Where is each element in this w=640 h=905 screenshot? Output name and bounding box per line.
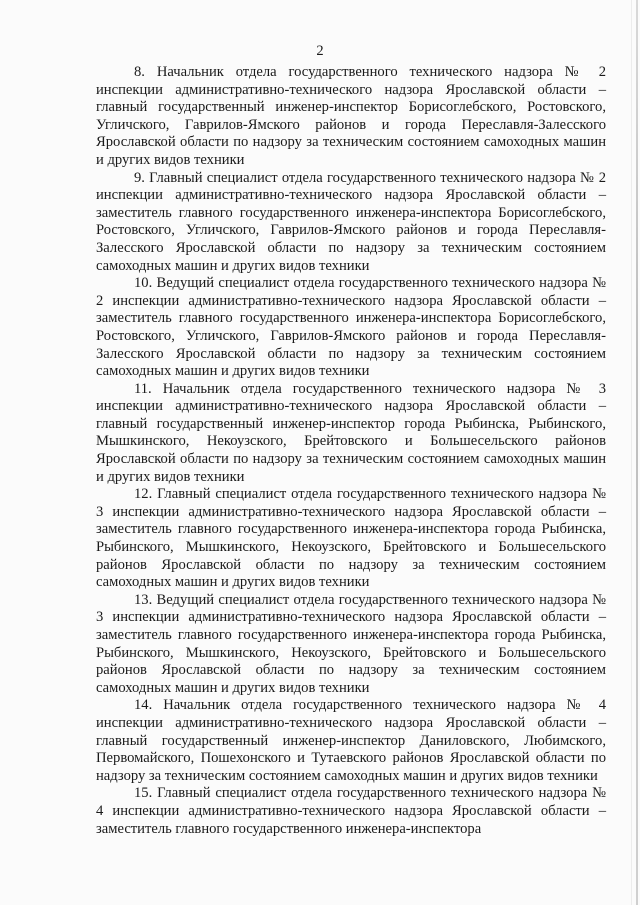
paragraph-13: 13. Ведущий специалист отдела государственного технического надзора № 3 инспекции административно-технического надзора Ярославской области – заместитель главного государственного инженера-инспектора города Рыбинска, Рыбинского, Мышкинского, Некоузского, Брейтовского и Большесельского районов Ярославской области по надзору за техническим состоянием самоходных машин и других видов техники xyxy=(96,591,606,696)
scan-edge-line xyxy=(631,0,632,905)
paragraph-12: 12. Главный специалист отдела государственного технического надзора № 3 инспекции административно-технического надзора Ярославской области – заместитель главного государственного инженера-инспектора города Рыбинска, Рыбинского, Мышкинского, Некоузского, Брейтовского и Большесельского районов Ярославской области по надзору за техническим состоянием самоходных машин и других видов техники xyxy=(96,486,606,591)
scan-edge-shadow xyxy=(636,0,638,905)
document-body xyxy=(96,64,606,838)
paragraph-15: 15. Главный специалист отдела государственного технического надзора № 4 инспекции административно-технического надзора Ярославской области – заместитель главного государственного инженера-инспектора xyxy=(96,785,606,837)
paragraph-8: 8. Начальник отдела государственного технического надзора № 2 инспекции административно-технического надзора Ярославской области – главный государственный инженер-инспектор Борисоглебского, Ростовского, Угличского, Гаврилов-Ямского районов и города Переславля-Залесского Ярославской области по надзору за техническим состоянием самоходных машин и других видов техники xyxy=(96,64,606,168)
paragraph-9: 9. Главный специалист отдела государственного технического надзора № 2 инспекции административно-технического надзора Ярославской области – заместитель главного государственного инженера-инспектора Борисоглебского, Ростовского, Угличского, Гаврилов-Ямского районов и города Переславля-Залесского Ярославской области по надзору за техническим состоянием самоходных машин и других видов техники xyxy=(96,169,606,274)
paragraph-11: 11. Начальник отдела государственного технического надзора № 3 инспекции административно-технического надзора Ярославской области – главный государственный инженер-инспектор города Рыбинска, Рыбинского, Мышкинского, Некоузского, Брейтовского и Большесельского районов Ярославской области по надзору за техническим состоянием самоходных машин и других видов техники xyxy=(96,380,606,485)
paragraph-14: 14. Начальник отдела государственного технического надзора № 4 инспекции административно-технического надзора Ярославской области – главный государственный инженер-инспектор Даниловского, Любимского, Первомайского, Пошехонского и Тутаевского районов Ярославской области по надзору за техническим состоянием самоходных машин и других видов техники xyxy=(96,697,606,784)
page-number: 2 xyxy=(316,43,324,59)
paragraph-10: 10. Ведущий специалист отдела государственного технического надзора № 2 инспекции административно-технического надзора Ярославской области – заместитель главного государственного инженера-инспектора Борисоглебского, Ростовского, Угличского, Гаврилов-Ямского районов и города Переславля-Залесского Ярославской области по надзору за техническим состоянием самоходных машин и других видов техники xyxy=(96,275,606,380)
